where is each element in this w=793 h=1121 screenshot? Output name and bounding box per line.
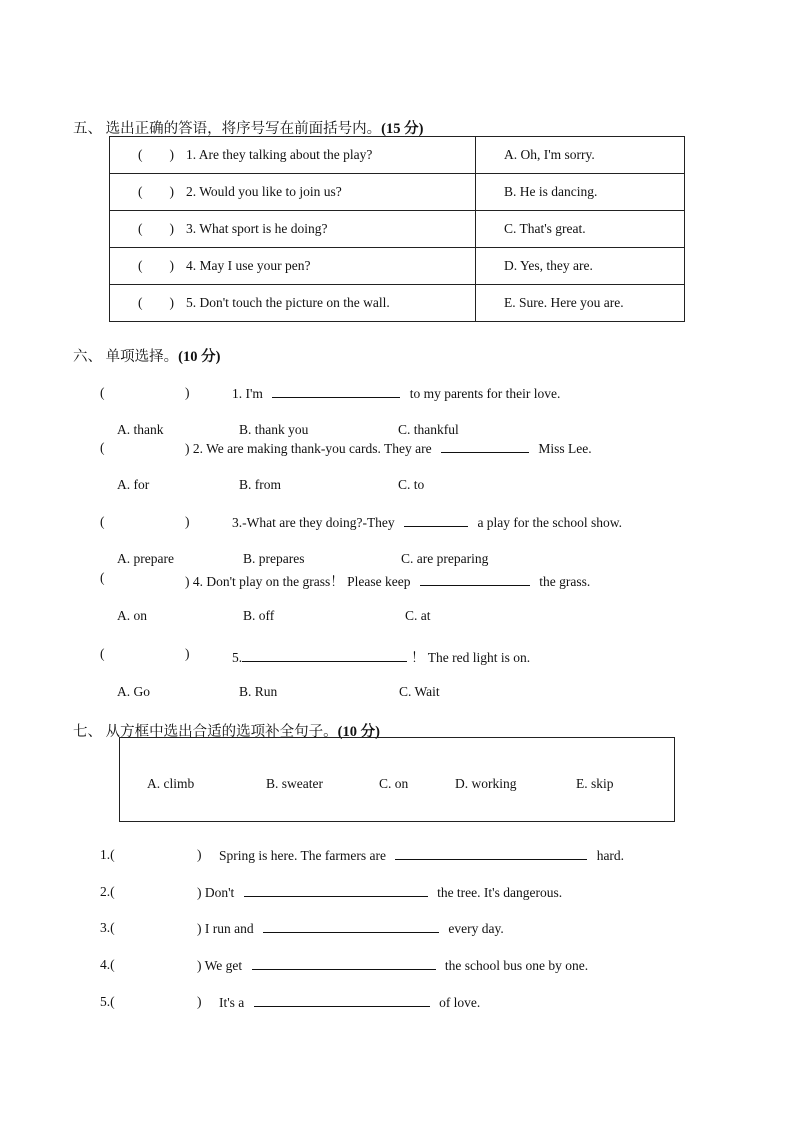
mc-paren-close: ) xyxy=(185,385,190,400)
word-bank-item: B. sweater xyxy=(266,776,323,791)
answer-blank[interactable] xyxy=(420,573,530,586)
answer-blank[interactable] xyxy=(244,884,428,897)
sentence-post: the tree. It's dangerous. xyxy=(437,885,563,900)
sentence-post: every day. xyxy=(448,921,504,936)
answer-blank[interactable] xyxy=(395,847,587,860)
mc-paren-close: ) xyxy=(185,646,190,661)
option-c: C. to xyxy=(398,477,425,492)
mc-paren-open[interactable]: ( xyxy=(100,385,105,400)
question-post: to my parents for their love. xyxy=(409,386,561,401)
option-b: B. prepares xyxy=(243,551,305,566)
table-row xyxy=(110,174,685,211)
mc-paren-open[interactable]: ( xyxy=(100,570,105,585)
matching-table xyxy=(109,136,685,322)
fill-number[interactable]: 4.( xyxy=(100,957,115,972)
option-a: A. on xyxy=(117,608,147,623)
answer-blank[interactable] xyxy=(404,514,468,527)
question-post: Miss Lee. xyxy=(538,441,592,456)
fill-sentence-2 xyxy=(197,884,562,901)
fill-number[interactable]: 2.( xyxy=(100,884,115,899)
option-b: B. off xyxy=(243,608,275,623)
mc-question-1 xyxy=(232,385,560,402)
answer-blank[interactable] xyxy=(254,994,430,1007)
mc-paren-open[interactable]: ( xyxy=(100,440,105,455)
answer-bracket[interactable]: ( ) xyxy=(138,184,174,199)
answer-bracket[interactable]: ( ) xyxy=(138,221,174,236)
mc-paren-open[interactable]: ( xyxy=(100,514,105,529)
option-c: C. Wait xyxy=(399,684,440,699)
sentence-post: hard. xyxy=(596,848,625,863)
fill-paren-close: ) xyxy=(197,847,202,862)
answer-option: C. That's great. xyxy=(504,221,586,236)
question-post: a play for the school show. xyxy=(477,515,623,530)
section6-heading-text: 六、 单项选择。 xyxy=(73,349,179,365)
answer-blank[interactable] xyxy=(242,649,407,662)
question-text: 1. Are they talking about the play? xyxy=(186,147,373,162)
section5-score: (15 分) xyxy=(381,121,424,137)
mc-question-2: ) 2. We are making thank-you cards. They are Miss Lee. xyxy=(185,441,592,456)
mc-question-5 xyxy=(232,646,530,666)
question-pre: 1. I'm xyxy=(232,386,263,401)
answer-option: E. Sure. Here you are. xyxy=(504,295,624,310)
table-row xyxy=(110,248,685,285)
answer-blank[interactable] xyxy=(252,957,436,970)
sentence-pre: It's a xyxy=(219,995,245,1010)
answer-bracket[interactable]: ( ) xyxy=(138,258,174,273)
table-row xyxy=(110,211,685,248)
question-pre: 2. We are making thank-you cards. They are xyxy=(192,441,432,456)
question-post: ！ The red light is on. xyxy=(411,650,531,665)
option-c: C. are preparing xyxy=(401,551,489,566)
fill-sentence-4 xyxy=(197,957,588,974)
option-c: C. thankful xyxy=(398,422,459,437)
sentence-pre: Spring is here. The farmers are xyxy=(219,848,386,863)
sentence-pre: ) We get xyxy=(197,958,243,973)
option-a: A. for xyxy=(117,477,150,492)
answer-bracket[interactable]: ( ) xyxy=(138,147,174,162)
option-a: A. Go xyxy=(117,684,150,699)
fill-number[interactable]: 3.( xyxy=(100,920,115,935)
answer-bracket[interactable]: ( ) xyxy=(138,295,174,310)
question-text: 4. May I use your pen? xyxy=(186,258,311,273)
section5-heading-text: 五、 选出正确的答语，将序号写在前面括号内。 xyxy=(73,121,382,137)
fill-sentence-1 xyxy=(219,847,624,864)
answer-blank[interactable] xyxy=(263,920,439,933)
question-text: 2. Would you like to join us? xyxy=(186,184,342,199)
word-bank-item: A. climb xyxy=(147,776,195,791)
fill-paren-close: ) xyxy=(197,994,202,1009)
section7-heading-text: 七、 从方框中选出合适的选项补全句子。 xyxy=(73,724,338,740)
sentence-post: the school bus one by one. xyxy=(444,958,589,973)
question-post: the grass. xyxy=(539,574,591,589)
section6-heading xyxy=(73,345,220,366)
section6-score: (10 分) xyxy=(178,349,221,365)
option-b: B. thank you xyxy=(239,422,309,437)
section5-heading xyxy=(73,117,423,138)
sentence-pre: ) Don't xyxy=(197,885,235,900)
table-row xyxy=(110,137,685,174)
option-a: A. thank xyxy=(117,422,164,437)
option-a: A. prepare xyxy=(117,551,174,566)
sentence-pre: ) I run and xyxy=(197,921,254,936)
fill-number[interactable]: 5.( xyxy=(100,994,115,1009)
fill-sentence-3 xyxy=(197,920,504,937)
fill-sentence-5 xyxy=(219,994,480,1011)
mc-question-3 xyxy=(232,514,622,531)
question-pre: 5. xyxy=(232,650,243,665)
mc-question-4: ) 4. Don't play on the grass！ Please keep the grass. xyxy=(185,574,591,589)
question-text: 3. What sport is he doing? xyxy=(186,221,328,236)
answer-option: B. He is dancing. xyxy=(504,184,598,199)
word-bank-item: E. skip xyxy=(576,776,614,791)
option-b: B. Run xyxy=(239,684,278,699)
fill-number[interactable]: 1.( xyxy=(100,847,115,862)
word-bank-item: C. on xyxy=(379,776,409,791)
question-text: 5. Don't touch the picture on the wall. xyxy=(186,295,390,310)
answer-blank[interactable] xyxy=(441,440,529,453)
option-b: B. from xyxy=(239,477,281,492)
answer-option: A. Oh, I'm sorry. xyxy=(504,147,595,162)
sentence-post: of love. xyxy=(439,995,481,1010)
word-bank-item: D. working xyxy=(455,776,517,791)
mc-paren-close: ) xyxy=(185,514,190,529)
answer-option: D. Yes, they are. xyxy=(504,258,593,273)
answer-blank[interactable] xyxy=(272,385,400,398)
question-pre: 3.-What are they doing?-They xyxy=(232,515,395,530)
table-row xyxy=(110,285,685,322)
section7-score: (10 分) xyxy=(337,724,380,740)
mc-paren-open[interactable]: ( xyxy=(100,646,105,661)
option-c: C. at xyxy=(405,608,431,623)
question-pre: 4. Don't play on the grass！ Please keep xyxy=(192,574,411,589)
